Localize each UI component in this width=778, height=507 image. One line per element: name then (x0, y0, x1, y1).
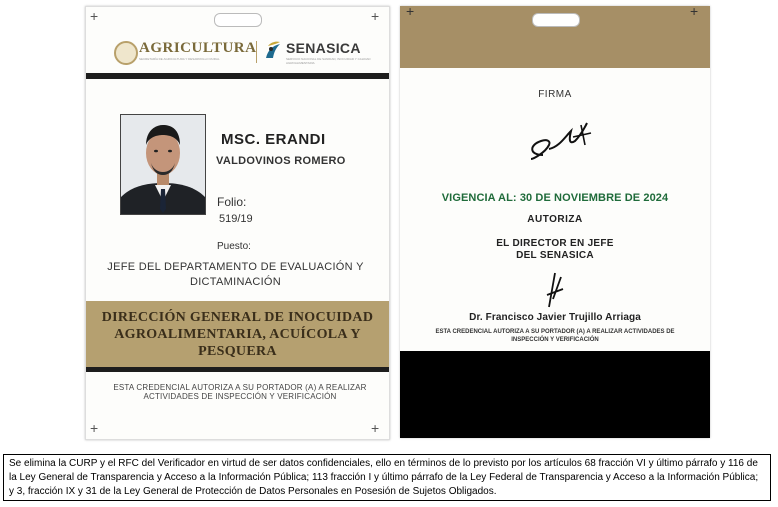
signature-icon (543, 269, 569, 309)
agricultura-seal-icon (114, 41, 138, 65)
agricultura-logo: AGRICULTURA (139, 40, 257, 56)
holder-name-line1: MSC. ERANDI (221, 131, 326, 148)
crop-mark-icon: + (371, 8, 380, 24)
credential-front (85, 6, 390, 440)
director-name: Dr. Francisco Javier Trujillo Arriaga (469, 312, 641, 323)
front-footer-note: ESTA CREDENCIAL AUTORIZA A SU PORTADOR (A) A REALIZAR ACTIVIDADES DE INSPECCIÓN Y VERIFICACIÓN (113, 383, 367, 401)
lanyard-slot (214, 13, 262, 27)
redaction-block (400, 351, 710, 438)
autoriza-label: AUTORIZA (527, 214, 583, 225)
director-title-line2: DEL SENASICA (516, 250, 594, 261)
senasica-logo: SENASICA (286, 40, 361, 56)
crop-mark-icon: + (690, 3, 699, 19)
signature-icon (525, 119, 600, 164)
director-title-line1: EL DIRECTOR EN JEFE (496, 238, 614, 249)
crop-mark-icon: + (406, 3, 415, 19)
agricultura-subtitle: SECRETARÍA DE AGRICULTURA Y DESARROLLO RURAL (139, 57, 220, 61)
band-divider-bar (86, 367, 389, 372)
direccion-text: DIRECCIÓN GENERAL DE INOCUIDAD AGROALIMENTARIA, ACUÍCOLA Y PESQUERA (101, 310, 374, 359)
puesto-value: JEFE DEL DEPARTAMENTO DE EVALUACIÓN Y DICTAMINACIÓN (107, 261, 364, 288)
folio-value: 519/19 (219, 213, 253, 225)
crop-mark-icon: + (371, 420, 380, 436)
senasica-logo-icon (264, 40, 282, 60)
lanyard-slot (532, 13, 580, 27)
puesto-label: Puesto: (217, 241, 251, 252)
firma-label: FIRMA (538, 89, 572, 100)
legal-notice-text: Se elimina la CURP y el RFC del Verificador en virtud de ser datos confidenciales, ello en términos de lo previsto por los artículos 68 fracción VI y último párrafo y 116 de la Ley General de Transparencia y Acceso a la Información Pública; 113 fracción I y último párrafo de la Ley Federal de Transparencia y Acceso a la Información Pública; y 3, fracción IX y 31 de la Ley General de Protección de Datos Personales en Posesión de Sujetos Obligados. (9, 458, 759, 497)
senasica-subtitle: SERVICIO NACIONAL DE SANIDAD, INOCUIDAD Y CALIDAD AGROALIMENTARIA (286, 57, 371, 65)
holder-name-line2: VALDOVINOS ROMERO (216, 155, 346, 167)
folio-label: Folio: (217, 195, 247, 209)
crop-mark-icon: + (90, 420, 99, 436)
legal-notice-box (3, 454, 771, 501)
back-note: ESTA CREDENCIAL AUTORIZA A SU PORTADOR (A) A REALIZAR ACTIVIDADES DE INSPECCIÓN Y VERIFICACIÓN (435, 329, 675, 343)
vigencia-text: VIGENCIA AL: 30 DE NOVIEMBRE DE 2024 (441, 192, 669, 204)
director-title (400, 238, 710, 262)
header-divider-bar (86, 73, 389, 79)
logo-divider (256, 41, 257, 63)
holder-photo (120, 114, 206, 215)
credential-back (400, 3, 710, 438)
crop-mark-icon: + (90, 8, 99, 24)
